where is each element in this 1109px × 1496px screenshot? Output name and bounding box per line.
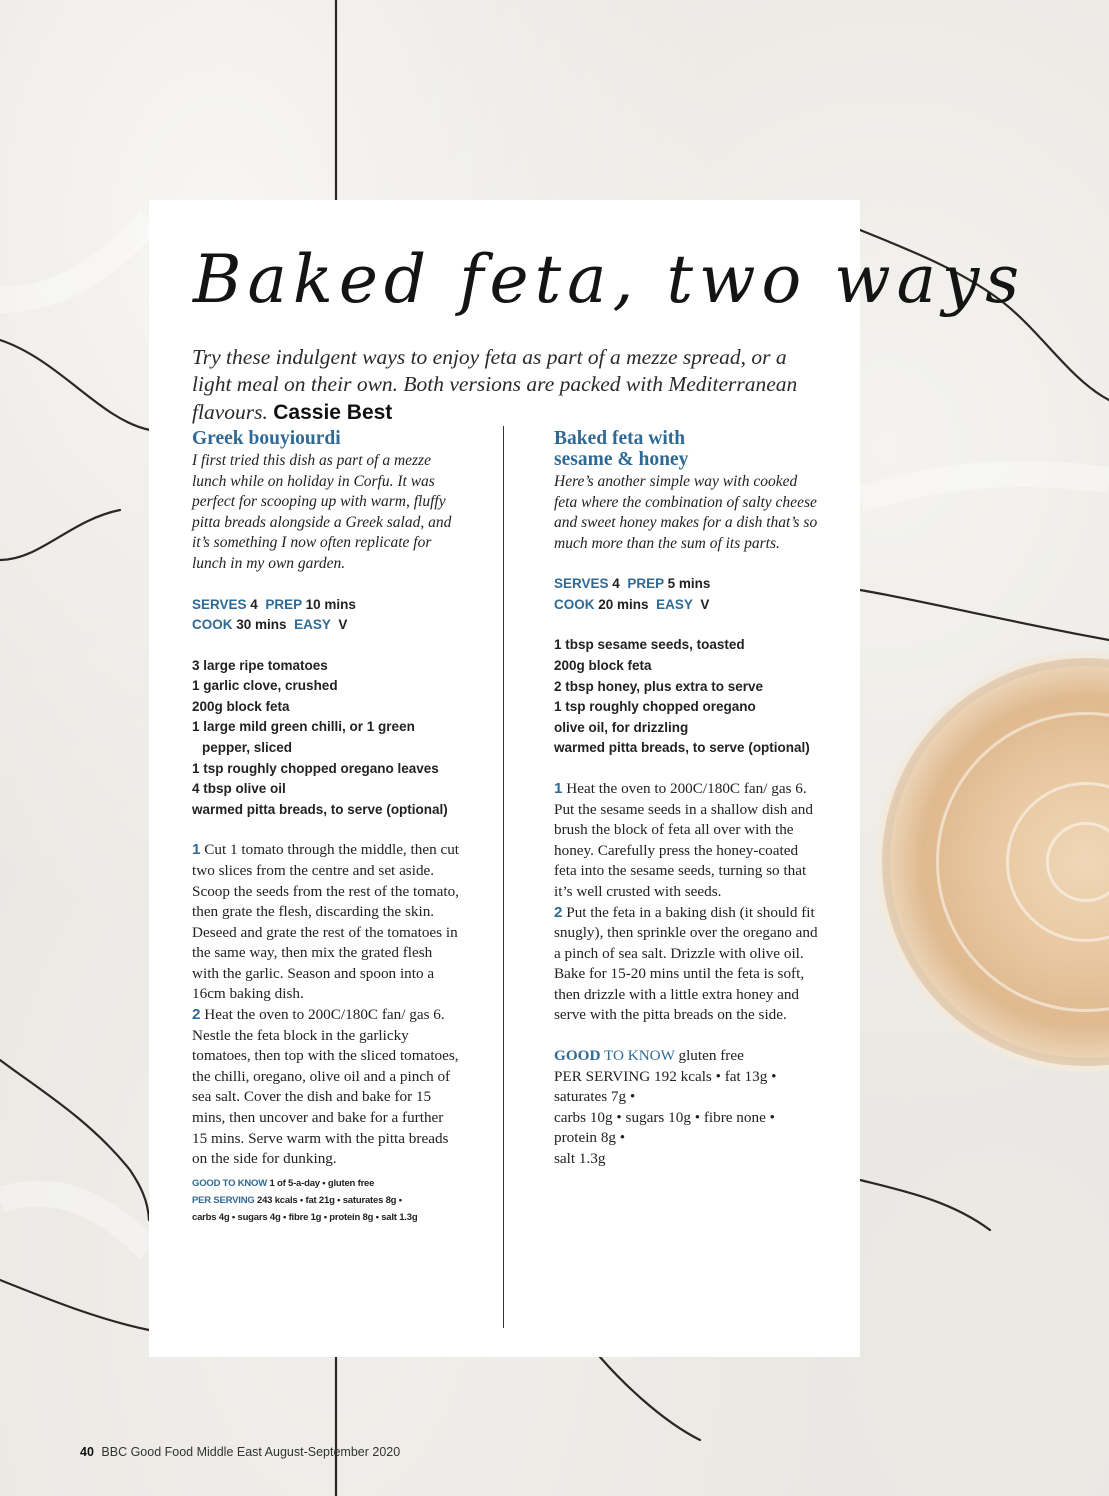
recipe-baked-feta-sesame-honey: [554, 428, 824, 1170]
ingredient-item: warmed pitta breads, to serve (optional): [554, 740, 810, 756]
good-to-know-label: GOOD: [554, 1047, 601, 1065]
recipe-title: [554, 428, 824, 470]
nutrition-info: [192, 1175, 462, 1226]
step-number: 1: [554, 779, 563, 797]
recipe-title-line: sesame & honey: [554, 449, 689, 470]
recipe-meta: [192, 595, 462, 636]
article-title: Baked feta, two ways: [193, 241, 1026, 318]
per-serving-label: PER SERVING: [192, 1194, 255, 1206]
method-step: [192, 1005, 462, 1170]
per-serving-text: carbs 10g • sugars 10g • fibre none •: [554, 1108, 775, 1126]
step-text: Heat the oven to 200C/180C fan/ gas 6. Nestle the feta block in the garlicky tomatoes, then top with the sliced tomatoes, the chilli, oregano, olive oil and a pinch of sea salt. Cover the dish and bake for 15 mins, then uncover and bake for a further 15 mins. Serve warm with the pitta breads on the side for dunking.: [192, 1006, 459, 1168]
ingredient-item: olive oil, for drizzling: [554, 719, 689, 735]
per-serving-text: saturates 7g •: [554, 1088, 636, 1106]
serves-value: 4: [612, 576, 620, 592]
prep-value: 10 mins: [305, 596, 356, 612]
good-to-know-label: GOOD TO KNOW: [192, 1177, 268, 1189]
cook-value: 30 mins: [236, 617, 287, 633]
ingredient-item: 4 tbsp olive oil: [192, 781, 286, 797]
difficulty-label: EASY: [656, 596, 693, 612]
publication-info: BBC Good Food Middle East August-September 2020: [101, 1445, 401, 1459]
ingredient-item: 200g block feta: [192, 698, 290, 714]
standfirst: [192, 344, 812, 427]
recipe-greek-bouyiourdi: [192, 428, 462, 1226]
recipe-intro: Here’s another simple way with cooked feta where the combination of salty cheese and sweet honey makes for a dish that’s so much more than the sum of its parts.: [554, 473, 818, 552]
per-serving-text: PER SERVING 192 kcals • fat 13g •: [554, 1067, 777, 1085]
ingredient-item: 1 tbsp sesame seeds, toasted: [554, 637, 745, 653]
step-number: 2: [554, 903, 563, 921]
ingredient-item: 1 garlic clove, crushed: [192, 678, 338, 694]
prep-label: PREP: [265, 596, 302, 612]
article-card: [149, 200, 1026, 1357]
per-serving-text: salt 1.3g: [554, 1150, 606, 1168]
column-divider: [503, 426, 504, 1328]
ingredient-item: 1 tsp roughly chopped oregano: [554, 699, 756, 715]
method-step: [554, 903, 824, 1027]
ingredients-list: [192, 656, 462, 821]
ingredients-list: [554, 635, 824, 759]
nutrition-info: [554, 1046, 824, 1170]
recipe-intro: I first tried this dish as part of a mezze lunch while on holiday in Corfu. It was perfect for scooping up with warm, fluffy pitta breads alongside a Greek salad, and it’s something I now often replicate for lunch in my own garden.: [192, 452, 452, 572]
serves-value: 4: [250, 596, 258, 612]
good-to-know-text: 1 of 5-a-day • gluten free: [269, 1177, 375, 1189]
per-serving-text: protein 8g •: [554, 1129, 626, 1147]
page-number: 40: [80, 1445, 94, 1459]
step-number: 2: [192, 1006, 201, 1024]
page-footer: [80, 1445, 400, 1459]
ingredient-item: 2 tbsp honey, plus extra to serve: [554, 678, 764, 694]
prep-label: PREP: [627, 576, 664, 592]
per-serving-text: 243 kcals • fat 21g • saturates 8g •: [257, 1194, 402, 1206]
ingredient-item: 1 tsp roughly chopped oregano leaves: [192, 760, 439, 776]
method-step: [192, 840, 462, 1005]
step-text: Cut 1 tomato through the middle, then cut two slices from the centre and set aside. Scoop the seeds from the rest of the tomato, then grate the flesh, discarding the skin. Deseed and grate the rest of the tomatoes in the same way, then mix the grated flesh with the garlic. Season and spoon into a 16cm baking dish.: [192, 841, 460, 1003]
cook-label: COOK: [554, 596, 595, 612]
ingredient-item: 200g block feta: [554, 657, 652, 673]
serves-label: SERVES: [554, 576, 609, 592]
recipe-title-line: Baked feta with: [554, 428, 686, 449]
cook-value: 20 mins: [598, 596, 649, 612]
per-serving-text: carbs 4g • sugars 4g • fibre 1g • protein 8g • salt 1.3g: [192, 1211, 418, 1223]
recipe-title: Greek bouyiourdi: [192, 428, 341, 449]
step-text: Heat the oven to 200C/180C fan/ gas 6. Put the sesame seeds in a shallow dish and brush the block of feta all over with the honey. Carefully press the honey-coated feta into the sesame seeds, turning so that it’s well crusted with seeds.: [554, 779, 813, 900]
ingredient-item: warmed pitta breads, to serve (optional): [192, 801, 448, 817]
vegetarian-mark: V: [700, 596, 710, 612]
recipe-meta: [554, 574, 824, 615]
vegetarian-mark: V: [338, 617, 348, 633]
ingredient-item: 3 large ripe tomatoes: [192, 657, 328, 673]
cook-label: COOK: [192, 617, 233, 633]
good-to-know-label: TO KNOW: [603, 1047, 675, 1065]
serves-label: SERVES: [192, 596, 247, 612]
good-to-know-text: gluten free: [678, 1047, 744, 1065]
method-step: [554, 779, 824, 903]
step-text: Put the feta in a baking dish (it should fit snugly), then sprinkle over the oregano and a pinch of sea salt. Drizzle with olive oil. Bake for 15-20 mins until the feta is soft, then drizzle with a little extra honey and serve with the pitta breads on the side.: [554, 903, 818, 1024]
ingredient-item: 1 large mild green chilli, or 1 green pepper, sliced: [192, 719, 415, 755]
standfirst-text: Try these indulgent ways to enjoy feta as part of a mezze spread, or a light meal on their own. Both versions are packed with Mediterranean flavours.: [192, 344, 798, 424]
author-name: Cassie Best: [273, 400, 393, 424]
difficulty-label: EASY: [294, 617, 331, 633]
prep-value: 5 mins: [667, 576, 711, 592]
step-number: 1: [192, 841, 201, 859]
